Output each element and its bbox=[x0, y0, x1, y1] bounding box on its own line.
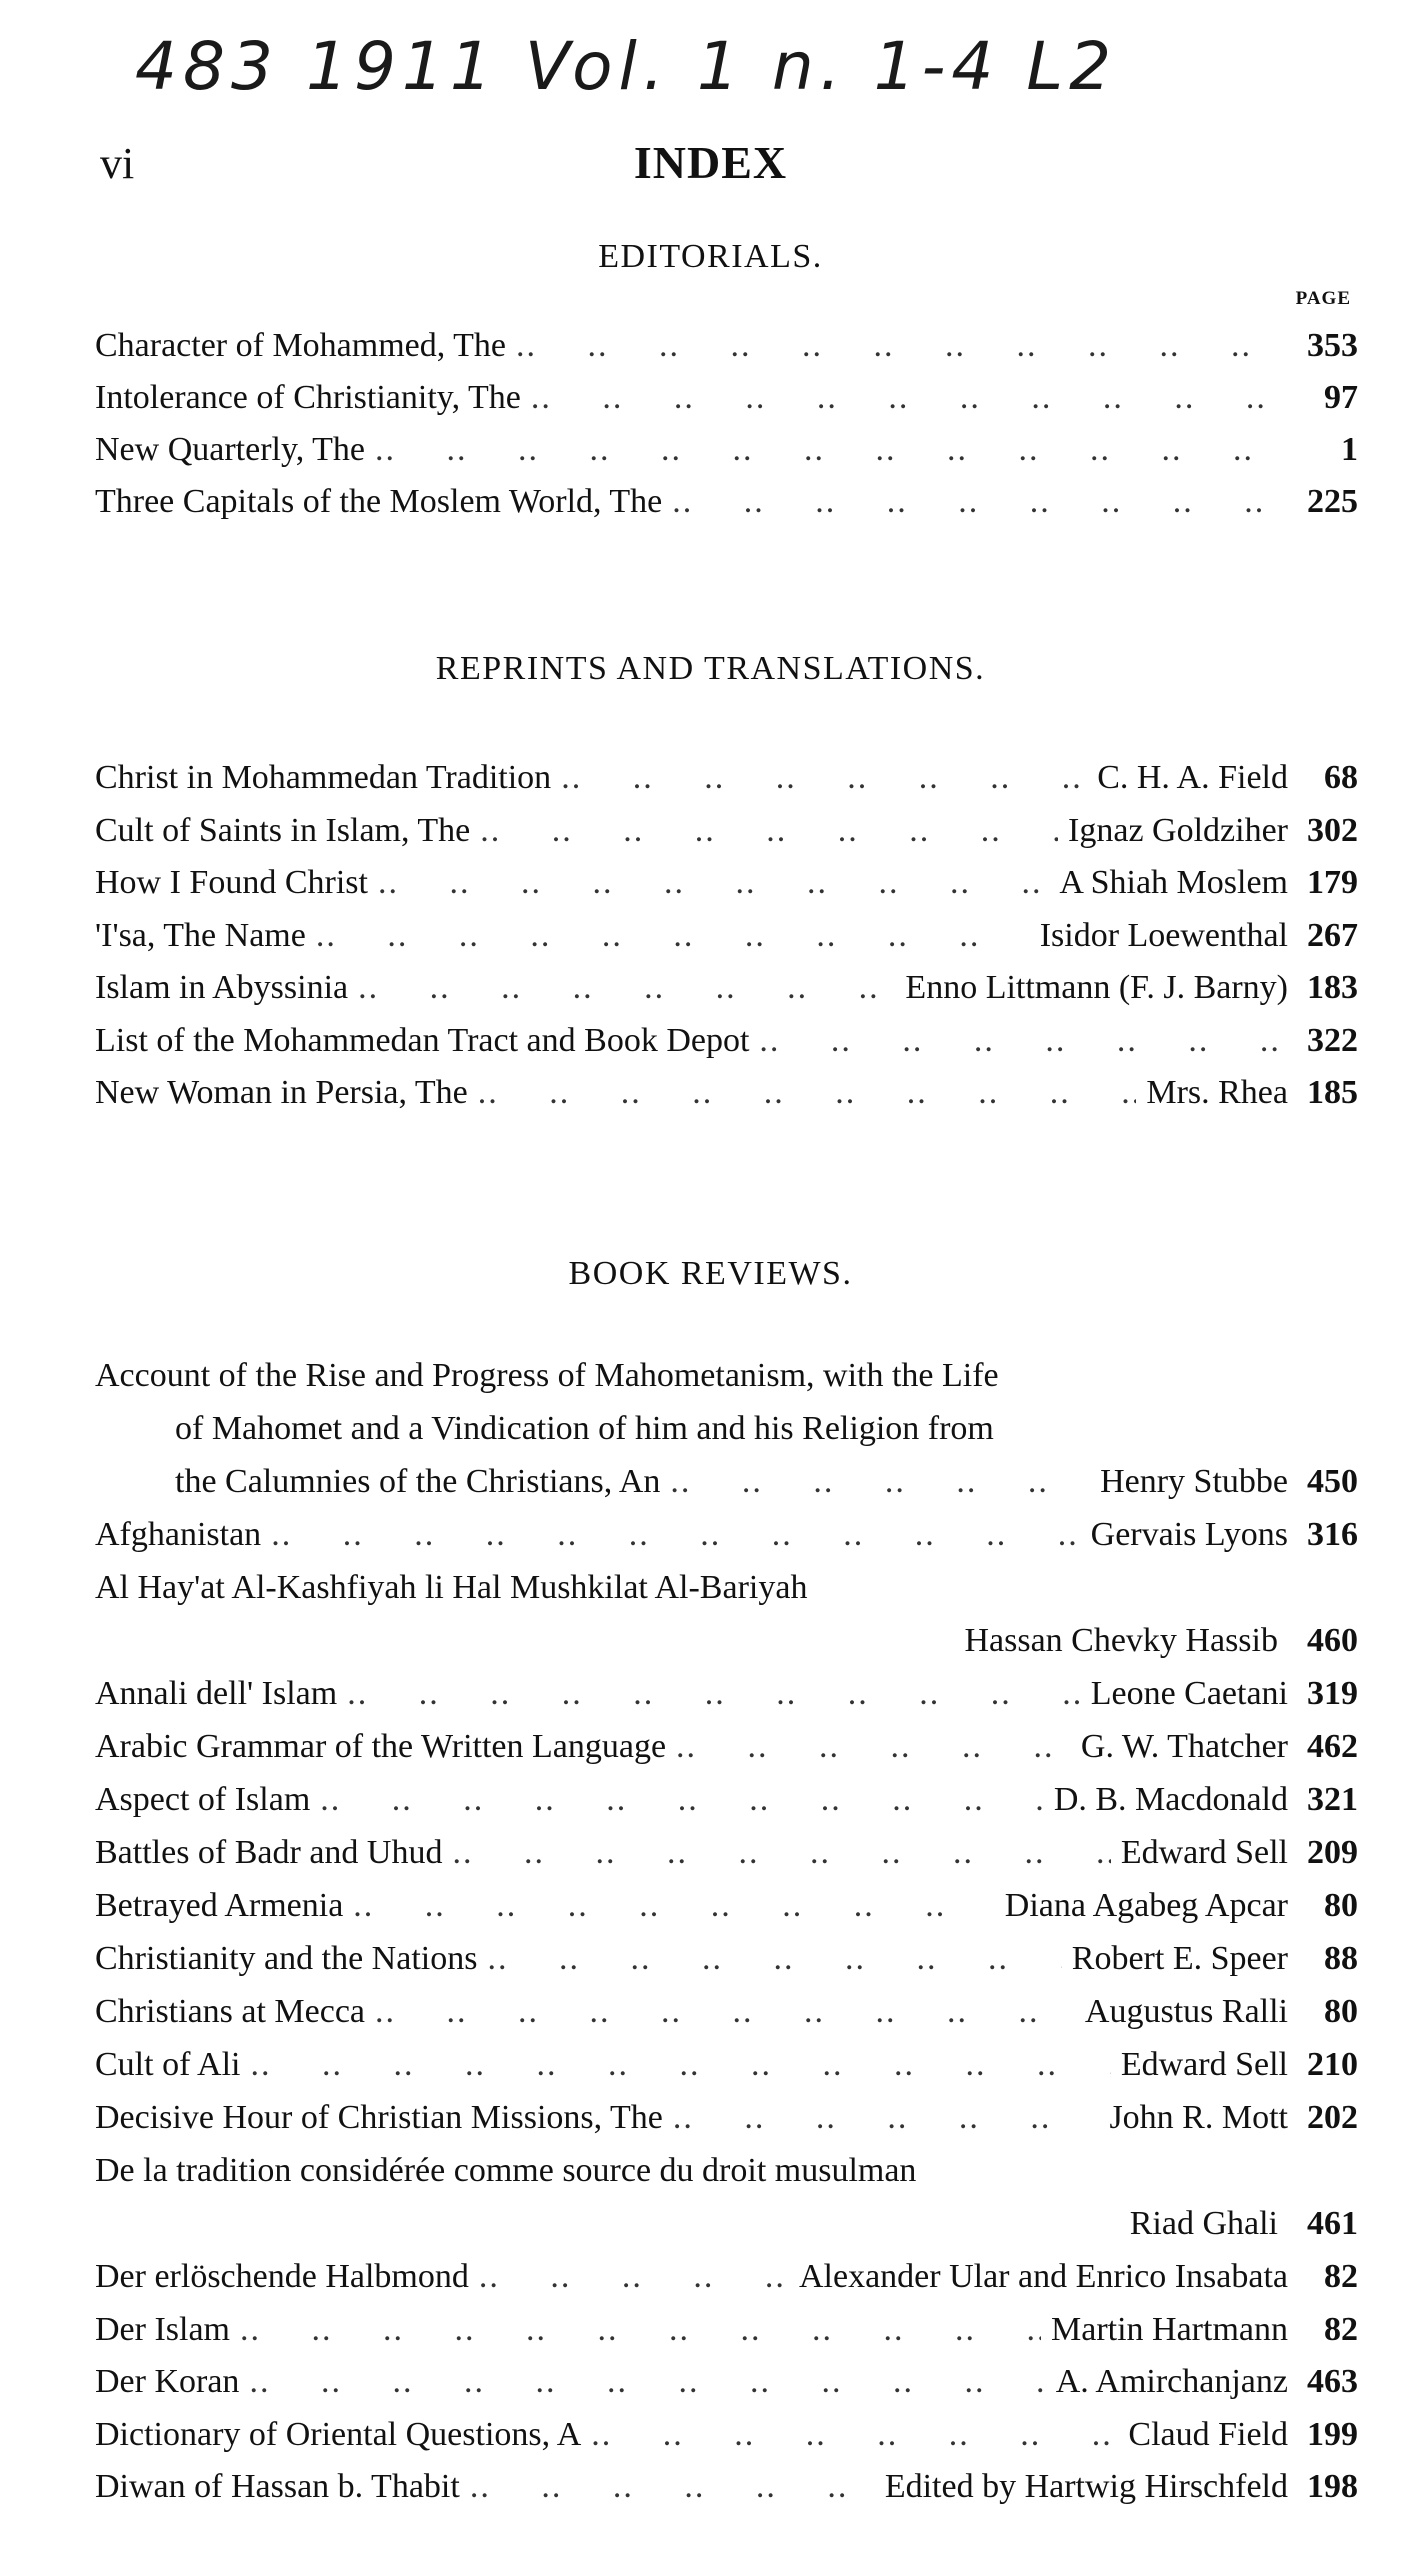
entry-page: 82 bbox=[1324, 2310, 1358, 2348]
index-entry bbox=[95, 857, 1358, 909]
entry-page: 316 bbox=[1307, 1516, 1358, 1553]
entry-page: 199 bbox=[1307, 2415, 1358, 2453]
entry-title: Diwan of Hassan b. Thabit bbox=[95, 2468, 460, 2505]
dot-leader bbox=[759, 1015, 1278, 1067]
entry-page: 461 bbox=[1307, 2205, 1358, 2242]
entry-page: 97 bbox=[1324, 379, 1358, 416]
entry-author: John R. Mott bbox=[1109, 2099, 1288, 2136]
entry-title: 'I'sa, The Name bbox=[95, 916, 306, 954]
index-entry bbox=[95, 910, 1358, 962]
handwritten-note: 483 1911 Vol. 1 n. 1-4 L2 bbox=[135, 28, 1118, 105]
index-entry bbox=[95, 476, 1358, 528]
entry-title: Cult of Ali bbox=[95, 2046, 241, 2083]
dot-leader bbox=[670, 1456, 1090, 1508]
index-entry bbox=[95, 2461, 1358, 2513]
entry-title: Betrayed Armenia bbox=[95, 1887, 344, 1924]
dot-leader bbox=[561, 752, 1087, 804]
entry-title: Aspect of Islam bbox=[95, 1781, 311, 1818]
dot-leader bbox=[249, 2356, 1045, 2408]
entry-author: C. H. A. Field bbox=[1097, 759, 1288, 796]
entry-page: 80 bbox=[1324, 1887, 1358, 1924]
entry-title: Decisive Hour of Christian Missions, The bbox=[95, 2099, 663, 2136]
index-entry bbox=[95, 1668, 1358, 1720]
entry-title: New Quarterly, The bbox=[95, 431, 366, 468]
entry-page: 462 bbox=[1307, 1728, 1358, 1765]
entry-author: Isidor Loewenthal bbox=[1039, 916, 1288, 954]
entry-page: 321 bbox=[1307, 1781, 1358, 1818]
dot-leader bbox=[353, 1880, 994, 1932]
entry-title: List of the Mohammedan Tract and Book Depot bbox=[95, 1021, 750, 1059]
index-entry bbox=[175, 1456, 1358, 1508]
entry-title: Der Koran bbox=[95, 2363, 240, 2400]
entry-page: 82 bbox=[1324, 2258, 1358, 2295]
entry-author: Leone Caetani bbox=[1090, 1675, 1288, 1712]
index-entry bbox=[95, 1615, 1358, 1667]
entry-title: Arabic Grammar of the Written Language bbox=[95, 1728, 667, 1765]
dot-leader bbox=[591, 2409, 1118, 2461]
entry-title-line: of Mahomet and a Vindication of him and his Religion from bbox=[175, 1410, 994, 1447]
entry-page: 267 bbox=[1307, 916, 1358, 954]
entry-page: 183 bbox=[1307, 969, 1358, 1006]
entry-author: D. B. Macdonald bbox=[1053, 1781, 1288, 1818]
dot-leader bbox=[470, 2461, 875, 2513]
entry-page: 463 bbox=[1307, 2363, 1358, 2400]
index-entry bbox=[95, 2304, 1358, 2356]
entry-title: Der Islam bbox=[95, 2310, 231, 2348]
index-entry bbox=[95, 320, 1358, 372]
entry-author: Edited by Hartwig Hirschfeld bbox=[884, 2468, 1288, 2505]
entry-title: Der erlöschende Halbmond bbox=[95, 2258, 469, 2295]
dot-leader bbox=[347, 1668, 1081, 1720]
index-entry bbox=[95, 1721, 1358, 1773]
entry-title: Afghanistan bbox=[95, 1516, 262, 1553]
entry-page: 185 bbox=[1307, 1074, 1358, 1111]
entry-title: Cult of Saints in Islam, The bbox=[95, 811, 471, 849]
dot-leader bbox=[375, 1986, 1075, 2038]
entry-page: 1 bbox=[1341, 431, 1358, 468]
entry-page: 80 bbox=[1324, 1993, 1358, 2030]
entry-page: 210 bbox=[1307, 2046, 1358, 2083]
entry-author: Augustus Ralli bbox=[1084, 1993, 1288, 2030]
index-entry bbox=[95, 1986, 1358, 2038]
entry-title: How I Found Christ bbox=[95, 864, 368, 901]
dot-leader bbox=[516, 320, 1278, 372]
index-entry bbox=[95, 752, 1358, 804]
page-number: vi bbox=[100, 139, 135, 188]
dot-leader bbox=[676, 1721, 1071, 1773]
entry-author: Martin Hartmann bbox=[1051, 2310, 1288, 2348]
entry-title: Dictionary of Oriental Questions, A bbox=[95, 2415, 582, 2453]
index-entry bbox=[95, 2251, 1358, 2303]
entry-author: A Shiah Moslem bbox=[1059, 864, 1288, 901]
entry-page: 88 bbox=[1324, 1940, 1358, 1977]
dot-leader bbox=[478, 1067, 1137, 1119]
index-entry bbox=[95, 372, 1358, 424]
index-entry bbox=[95, 1880, 1358, 1932]
entry-author: Riad Ghali bbox=[1129, 2205, 1278, 2242]
index-entry bbox=[95, 1933, 1358, 1985]
section-heading-reprints: REPRINTS AND TRANSLATIONS. bbox=[435, 650, 986, 687]
entry-page: 302 bbox=[1307, 811, 1358, 849]
entry-author: G. W. Thatcher bbox=[1080, 1728, 1288, 1765]
index-entry bbox=[95, 1509, 1358, 1561]
page-title: INDEX bbox=[633, 137, 788, 188]
index-entry bbox=[95, 1827, 1358, 1879]
entry-author: Edward Sell bbox=[1120, 1834, 1288, 1871]
entry-author: Edward Sell bbox=[1120, 2046, 1288, 2083]
index-entry bbox=[95, 424, 1358, 476]
entry-title: Christianity and the Nations bbox=[95, 1940, 478, 1977]
entry-title: Intolerance of Christianity, The bbox=[95, 379, 521, 416]
index-entry bbox=[95, 805, 1358, 857]
entry-title: Character of Mohammed, The bbox=[95, 327, 507, 364]
section-heading-editorials: EDITORIALS. bbox=[598, 238, 823, 275]
entry-author: A. Amirchanjanz bbox=[1055, 2363, 1288, 2400]
entry-author: Mrs. Rhea bbox=[1146, 1074, 1288, 1111]
entry-title: the Calumnies of the Christians, An bbox=[175, 1463, 661, 1500]
entry-page: 209 bbox=[1307, 1834, 1358, 1871]
dot-leader bbox=[378, 857, 1049, 909]
entry-title-line: Al Hay'at Al-Kashfiyah li Hal Mushkilat Al-Bariyah bbox=[95, 1569, 808, 1606]
entry-page: 322 bbox=[1307, 1021, 1358, 1059]
entry-page: 202 bbox=[1307, 2099, 1358, 2136]
dot-leader bbox=[479, 2251, 789, 2303]
index-entry bbox=[95, 1015, 1358, 1067]
entry-page: 198 bbox=[1307, 2468, 1358, 2505]
dot-leader bbox=[673, 2092, 1100, 2144]
entry-author: Gervais Lyons bbox=[1090, 1516, 1288, 1553]
entry-title: Battles of Badr and Uhud bbox=[95, 1834, 443, 1871]
entry-page: 68 bbox=[1324, 759, 1358, 796]
index-entry bbox=[95, 2092, 1358, 2144]
entry-page: 450 bbox=[1307, 1463, 1358, 1500]
dot-leader bbox=[271, 1509, 1080, 1561]
entry-author: Claud Field bbox=[1128, 2415, 1288, 2453]
dot-leader bbox=[531, 372, 1278, 424]
entry-author: Diana Agabeg Apcar bbox=[1004, 1887, 1288, 1924]
entry-author: Henry Stubbe bbox=[1100, 1463, 1288, 1500]
entry-title: Annali dell' Islam bbox=[95, 1675, 338, 1712]
entry-title: Christ in Mohammedan Tradition bbox=[95, 759, 552, 796]
entry-title-line: De la tradition considérée comme source du droit musulman bbox=[95, 2152, 917, 2189]
index-entry bbox=[95, 2198, 1358, 2250]
entry-page: 353 bbox=[1307, 327, 1358, 364]
entry-page: 460 bbox=[1307, 1622, 1358, 1659]
index-entry bbox=[95, 2356, 1358, 2408]
dot-leader bbox=[453, 1827, 1111, 1879]
dot-leader bbox=[487, 1933, 1061, 1985]
dot-leader bbox=[480, 805, 1058, 857]
entry-author: Hassan Chevky Hassib bbox=[964, 1622, 1278, 1659]
entry-title: Three Capitals of the Moslem World, The bbox=[95, 483, 663, 520]
entry-title: Islam in Abyssinia bbox=[95, 969, 349, 1006]
entry-title: Christians at Mecca bbox=[95, 1993, 366, 2030]
entry-title: New Woman in Persia, The bbox=[95, 1074, 468, 1111]
entry-author: Alexander Ular and Enrico Insabata bbox=[799, 2258, 1288, 2295]
section-heading-book-reviews: BOOK REVIEWS. bbox=[568, 1255, 853, 1292]
index-entry bbox=[95, 1067, 1358, 1119]
dot-leader bbox=[240, 2304, 1041, 2356]
entry-author: Enno Littmann (F. J. Barny) bbox=[905, 969, 1288, 1006]
dot-leader bbox=[358, 962, 895, 1014]
index-entry bbox=[95, 2409, 1358, 2461]
dot-leader bbox=[250, 2039, 1110, 2091]
dot-leader bbox=[375, 424, 1278, 476]
index-entry bbox=[95, 962, 1358, 1014]
index-entry bbox=[95, 1774, 1358, 1826]
entry-page: 319 bbox=[1307, 1675, 1358, 1712]
entry-author: Robert E. Speer bbox=[1071, 1940, 1288, 1977]
entry-page: 225 bbox=[1307, 483, 1358, 520]
dot-leader bbox=[316, 910, 1030, 962]
entry-author: Ignaz Goldziher bbox=[1068, 811, 1288, 849]
dot-leader bbox=[672, 476, 1278, 528]
entry-title-line: Account of the Rise and Progress of Mahometanism, with the Life bbox=[95, 1357, 999, 1394]
page-column-label: PAGE bbox=[1295, 288, 1351, 309]
index-entry bbox=[95, 2039, 1358, 2091]
entry-page: 179 bbox=[1307, 864, 1358, 901]
dot-leader bbox=[320, 1774, 1044, 1826]
